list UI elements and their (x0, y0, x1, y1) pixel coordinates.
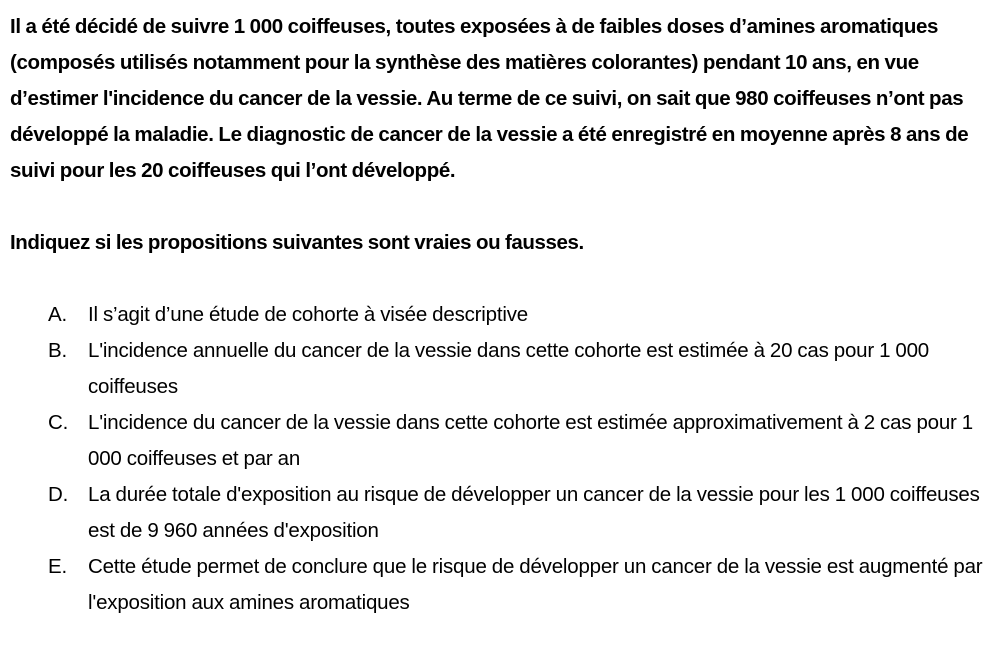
proposition-letter: D. (48, 483, 69, 506)
proposition-b (10, 333, 985, 405)
proposition-letter: B. (48, 339, 67, 362)
proposition-a (10, 297, 985, 333)
propositions-list (10, 297, 985, 621)
proposition-text: La durée totale d'exposition au risque de développer un cancer de la vessie pour les 1 000 coiffeuses est de 9 960 années d'exposition (88, 483, 980, 542)
proposition-text: Cette étude permet de conclure que le risque de développer un cancer de la vessie est augmenté par l'exposition aux amines aromatiques (88, 555, 983, 614)
question-instruction: Indiquez si les propositions suivantes sont vraies ou fausses. (10, 231, 584, 254)
question-document (10, 9, 985, 621)
proposition-c (10, 405, 985, 477)
proposition-letter: C. (48, 411, 69, 434)
proposition-text: Il s’agit d’une étude de cohorte à visée descriptive (88, 303, 528, 326)
question-stem: Il a été décidé de suivre 1 000 coiffeuses, toutes exposées à de faibles doses d’amines aromatiques (composés utilisés notamment pour la synthèse des matières colorantes) pendant 10 ans, en vue d’estimer l'incidence du cancer de la vessie. Au terme de ce suivi, on sait que 980 coiffeuses n’ont pas développé la maladie. Le diagnostic de cancer de la vessie a été enregistré en moyenne après 8 ans de suivi pour les 20 coiffeuses qui l’ont développé. (10, 15, 969, 182)
proposition-d (10, 477, 985, 549)
proposition-letter: A. (48, 303, 67, 326)
proposition-text: L'incidence du cancer de la vessie dans cette cohorte est estimée approximativement à 2 cas pour 1 000 coiffeuses et par an (88, 411, 973, 470)
proposition-e (10, 549, 985, 621)
proposition-text: L'incidence annuelle du cancer de la vessie dans cette cohorte est estimée à 20 cas pour 1 000 coiffeuses (88, 339, 930, 398)
proposition-letter: E. (48, 555, 67, 578)
